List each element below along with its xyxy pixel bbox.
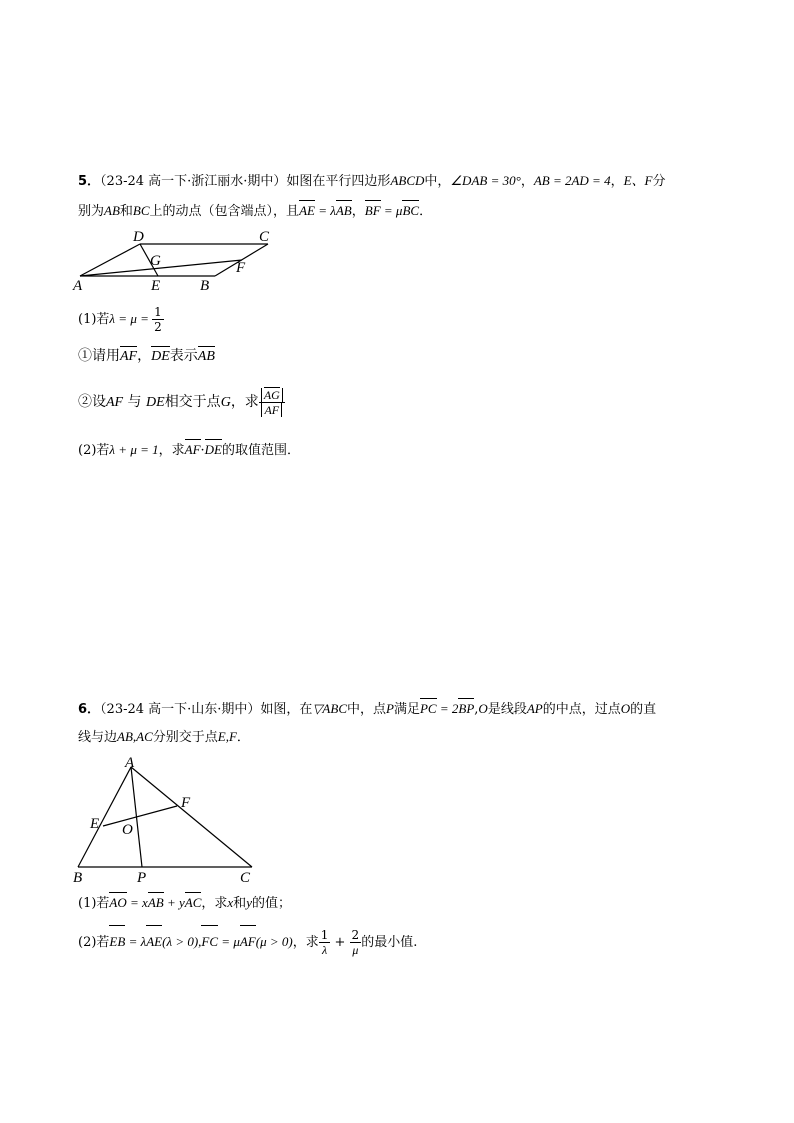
q5-text: ，	[610, 174, 624, 189]
q5-length-condition: AB = 2AD = 4	[533, 173, 611, 188]
q6-text: 如图，在	[260, 702, 313, 717]
abs-ag	[261, 388, 283, 402]
q5-text: 分	[652, 174, 666, 189]
q6-part1-label: (1)若	[78, 896, 110, 911]
q6-edge-ab	[78, 767, 131, 867]
q6-text: ，求	[201, 896, 228, 911]
fraction-numerator	[259, 387, 285, 403]
fraction-denominator: λ	[321, 943, 328, 957]
q5-label-g: G	[150, 253, 161, 269]
q6-fraction-1	[319, 928, 331, 957]
q6-eq: = μ	[218, 934, 240, 949]
q6-segment-ef	[103, 806, 177, 826]
q6-stem-line2	[78, 727, 250, 748]
q5-label-b: B	[200, 278, 210, 293]
q6-eq: = 2	[436, 701, 459, 716]
q6-text: ．	[236, 730, 250, 745]
q6-text: 满足	[393, 702, 420, 717]
q5-sub2-text: ②设	[78, 394, 106, 410]
q5-sub1	[78, 346, 215, 367]
q6-text: 分别交于点	[152, 730, 218, 745]
q5-label-e: E	[151, 278, 161, 293]
q6-number: 6．	[78, 702, 101, 717]
q6-triangle-figure	[70, 755, 270, 885]
q6-x: x	[227, 895, 234, 910]
q5-text: ，	[137, 348, 152, 364]
q5-af: AF	[106, 395, 124, 410]
q6-vector-ab: AB	[148, 893, 164, 913]
q6-part2	[78, 926, 417, 959]
q5-half-fraction	[152, 305, 164, 334]
q5-ef: E、F	[623, 173, 653, 188]
q5-abcd: ABCD	[390, 173, 425, 188]
fraction-numerator: 2	[351, 928, 360, 942]
q5-vector-ae: AE	[299, 201, 315, 221]
q6-text: 的最小值.	[361, 935, 418, 950]
q5-eq: = λ	[314, 203, 336, 218]
q5-vector-ab: AB	[198, 347, 215, 367]
q5-parallelogram-figure	[70, 228, 280, 293]
q5-vector-af: AF	[120, 347, 137, 367]
q6-text: ，求	[292, 935, 319, 950]
q6-text: ,	[474, 702, 479, 717]
q5-eq: = μ	[380, 203, 403, 218]
q5-part1	[78, 305, 164, 334]
q5-part2	[78, 440, 300, 461]
q6-vector-fc: FC	[201, 926, 218, 958]
q6-label-e: E	[90, 816, 100, 832]
fraction-denominator	[259, 403, 285, 418]
q6-y: y	[246, 895, 252, 910]
q5-de: DE	[146, 395, 165, 410]
q5-label-d: D	[133, 229, 144, 245]
q5-stem-line1	[78, 171, 666, 192]
fraction-numerator: 1	[154, 305, 162, 319]
q6-vector-pc: PC	[420, 699, 437, 719]
q6-label-a: A	[125, 755, 135, 771]
q6-vector-ae: AE	[146, 926, 162, 958]
q6-eq: = λ	[125, 934, 147, 949]
q5-text: 表示	[169, 348, 198, 364]
q6-vector-af: AF	[240, 926, 256, 958]
q5-text: 的取值范围．	[222, 443, 301, 458]
q6-vector-ac: AC	[185, 893, 202, 913]
q5-number: 5．	[78, 174, 101, 189]
q6-condition: (μ > 0)	[255, 934, 293, 949]
q5-part2-condition: λ + μ = 1	[109, 442, 159, 457]
q6-part1	[78, 893, 291, 914]
q5-vector-ab: AB	[336, 201, 352, 221]
q5-text: ，	[351, 204, 365, 219]
q5-source: （23-24 高一下·浙江丽水·期中）	[100, 174, 287, 189]
q5-text: 别为	[78, 204, 105, 219]
q6-fraction-2	[350, 928, 362, 957]
q6-triangle: ▽ABC	[312, 701, 347, 716]
q6-label-f: F	[181, 795, 191, 811]
q6-condition: (λ > 0),	[162, 934, 202, 949]
q6-text: 和	[233, 896, 247, 911]
q6-text: 的值；	[251, 896, 291, 911]
q5-vector-de: DE	[151, 347, 170, 367]
q5-text: ，	[520, 174, 534, 189]
q6-o: O	[620, 701, 631, 716]
q6-eq: + y	[163, 895, 185, 910]
q6-text: 是线段	[487, 702, 527, 717]
q5-part1-condition: λ = μ =	[109, 311, 153, 326]
q5-sub2	[78, 380, 285, 425]
q5-text: 相交于点	[164, 394, 221, 410]
q6-abac: AB,AC	[117, 729, 153, 744]
q5-vector-af: AF	[185, 440, 201, 460]
q5-bc: BC	[132, 203, 150, 218]
q5-angle-condition: ∠DAB = 30°	[450, 173, 521, 188]
q6-text: 线与边	[78, 730, 118, 745]
q6-edge-ca	[131, 767, 252, 867]
q6-vector-eb: EB	[109, 926, 125, 958]
q5-text: ，求	[158, 443, 185, 458]
q5-ratio-fraction	[259, 387, 285, 417]
q6-vector-ao: AO	[109, 893, 126, 913]
q5-part2-label: (2)若	[78, 443, 110, 458]
q6-label-p: P	[137, 870, 147, 885]
q6-eq: = x	[126, 895, 148, 910]
abs-af	[261, 403, 282, 417]
q5-label-c: C	[259, 229, 270, 245]
q5-text: 如图在平行四边形	[286, 174, 391, 189]
q6-text: 的直	[630, 702, 657, 717]
q6-part2-label: (2)若	[78, 935, 110, 950]
q6-text: 中，点	[347, 702, 387, 717]
q5-stem-line2	[78, 201, 432, 222]
q6-label-c: C	[240, 870, 251, 885]
q6-vector-bp: BP	[458, 699, 474, 719]
q6-label-o: O	[122, 822, 133, 838]
q5-part1-label: (1)若	[78, 312, 110, 327]
q5-label-a: A	[73, 278, 83, 293]
q6-ap: AP	[526, 701, 543, 716]
q6-plus: +	[330, 935, 350, 950]
q5-dot: ·	[200, 443, 205, 458]
q5-sub1-text: ①请用	[78, 348, 120, 364]
q5-label-f: F	[236, 260, 246, 276]
q6-stem-line1	[78, 699, 656, 720]
q6-ef: E,F	[217, 729, 237, 744]
q6-o: O	[478, 701, 488, 716]
q5-ab: AB	[104, 203, 120, 218]
q6-source: （23-24 高一下·山东·期中）	[100, 702, 261, 717]
fraction-denominator: μ	[352, 943, 359, 957]
q5-text: 中，	[424, 174, 451, 189]
q5-vector-ag: AG	[263, 387, 280, 402]
q5-vector-bf: BF	[365, 201, 381, 221]
q5-text: 和	[119, 204, 133, 219]
q6-p: P	[386, 701, 394, 716]
q5-text: ，求	[230, 394, 259, 410]
q5-text: 上的动点（包含端点），且	[149, 204, 300, 219]
q5-vector-de: DE	[205, 440, 222, 460]
q5-vector-bc: BC	[402, 201, 419, 221]
fraction-numerator: 1	[320, 928, 329, 942]
q6-label-b: B	[73, 870, 83, 885]
q6-text: 的中点，过点	[542, 702, 621, 717]
q5-g: G	[220, 395, 231, 410]
q5-vector-af: AF	[264, 403, 280, 417]
q5-text: ．	[419, 204, 433, 219]
fraction-denominator: 2	[154, 320, 162, 334]
q5-text: 与	[123, 394, 147, 410]
